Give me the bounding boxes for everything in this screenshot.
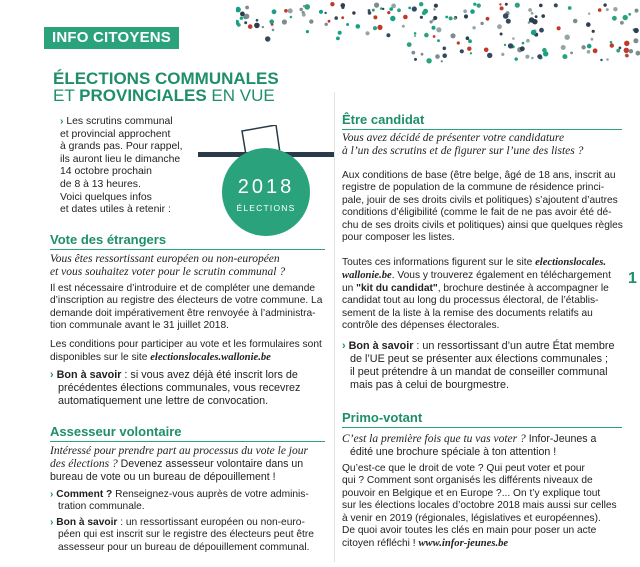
assesseur-question-line: Intéressé pour prendre part au processus du vote le jour [50, 445, 308, 457]
crowd-person [500, 6, 504, 10]
text-line: contrôle des dépenses électorales. [342, 320, 500, 332]
crowd-person [324, 12, 326, 14]
crowd-person [501, 53, 504, 56]
crowd-person [390, 16, 395, 21]
crowd-person [561, 45, 566, 50]
crowd-person [284, 9, 288, 13]
crowd-person [303, 5, 305, 7]
divider [50, 249, 325, 250]
text-line: Infor-Jeunes a [525, 433, 597, 445]
intro-line: Voici quelques infos [60, 191, 152, 203]
crowd-person [512, 37, 515, 40]
crowd-person [442, 53, 447, 58]
bullet-icon: › [342, 340, 349, 352]
section-tag [44, 27, 179, 49]
crowd-person [620, 21, 624, 25]
candidat-question-line: Vous avez décidé de présenter votre candidature [342, 132, 565, 144]
candidat-bon-a-savoir [342, 340, 627, 392]
elections-badge [222, 148, 310, 236]
crowd-person [592, 30, 595, 33]
text-line: disponibles sur le site [50, 352, 151, 364]
crowd-person [613, 7, 617, 11]
crowd-person [319, 10, 323, 14]
crowd-person [467, 47, 471, 51]
crowd-person [633, 38, 638, 43]
crowd-person [468, 39, 472, 43]
assesseur-intro [50, 445, 335, 484]
text-line: édité une brochure spéciale à ton attention ! [350, 446, 557, 459]
text-line: : un ressortissant d’un autre État membre [413, 340, 615, 352]
crowd-person [368, 9, 371, 12]
intro-line: ils auront lieu le dimanche [60, 153, 181, 165]
candidat-paragraph-2 [342, 256, 627, 332]
crowd-person [437, 39, 440, 42]
crowd-person [421, 53, 424, 56]
text-line: registre de population de la commune de résidence princi- [342, 182, 605, 194]
crowd-person [282, 19, 287, 24]
crowd-person [449, 16, 453, 20]
candidat-question [342, 132, 627, 158]
crowd-person [457, 41, 460, 44]
crowd-person [573, 19, 578, 24]
heading-primo-votant: Primo-votant [342, 410, 423, 425]
crowd-person [306, 30, 309, 33]
text-line: Il est nécessaire d’introduire et de compléter une demande [50, 283, 316, 294]
crowd-person [434, 4, 438, 8]
crowd-person [586, 22, 591, 27]
badge-year: 2018 [237, 176, 295, 198]
badge-label: ÉLECTIONS [236, 203, 296, 213]
crowd-person [588, 13, 590, 15]
crowd-person [568, 6, 572, 10]
crowd-person [372, 9, 375, 12]
intro-line: Les scrutins communal [66, 116, 173, 127]
crowd-person [565, 35, 570, 40]
vote-paragraph-1 [50, 283, 335, 333]
crowd-person [539, 28, 544, 33]
heading-vote-etrangers: Vote des étrangers [50, 232, 167, 247]
crowd-person [480, 22, 483, 25]
crowd-person [464, 14, 468, 18]
crowd-person [506, 19, 511, 24]
crowd-person [616, 49, 620, 53]
text-line: Renseignez-vous auprès de votre adminis- [112, 489, 309, 500]
crowd-person [450, 33, 455, 38]
crowd-person [515, 3, 520, 8]
assesseur-bon-a-savoir [50, 517, 335, 554]
crowd-person [373, 26, 377, 30]
intro-line: à grands pas. Pour rappel, [60, 141, 183, 153]
crowd-person [508, 43, 513, 48]
infor-jeunes-link[interactable]: www.infor-jeunes.be [418, 538, 509, 550]
crowd-person [445, 16, 448, 19]
text-line: bureau de vote ou un bureau de dépouillement ! [50, 471, 276, 484]
crowd-person [472, 26, 475, 29]
crowd-person [557, 26, 561, 30]
tag-part1: INFO [52, 29, 93, 46]
crowd-person [623, 15, 628, 20]
crowd-person [414, 58, 417, 61]
crowd-person [272, 9, 277, 14]
crowd-person [497, 24, 502, 29]
crowd-person [271, 23, 274, 26]
text-line: De quoi avoir toutes les clés en main pour poser un acte [342, 525, 597, 537]
crowd-person [454, 17, 457, 20]
crowd-person [352, 11, 355, 14]
candidat-paragraph-1 [342, 170, 627, 244]
crowd-person [325, 23, 328, 26]
crowd-person [528, 8, 532, 12]
crowd-person [330, 2, 334, 6]
crowd-person [531, 30, 536, 35]
crowd-person [386, 33, 390, 37]
bullet-icon: › [50, 517, 57, 528]
intro-line: et dates utiles à retenir : [60, 204, 171, 216]
elections-website-link[interactable]: electionslocales.wallonie.be [150, 352, 271, 364]
candidat-website-link[interactable]: electionslocales. [535, 257, 606, 268]
crowd-person [397, 8, 401, 12]
crowd-person [531, 12, 534, 15]
crowd-person [537, 54, 542, 59]
heading-etre-candidat: Être candidat [342, 112, 425, 127]
crowd-person [570, 52, 573, 55]
divider [50, 441, 325, 442]
text-line: Toutes ces informations figurent sur le site [342, 257, 536, 268]
crowd-person [373, 15, 377, 19]
crowd-person [612, 16, 617, 21]
text-line: Aux conditions de base (être belge, âgé de 18 ans, inscrit au [342, 170, 616, 181]
crowd-person [244, 14, 249, 19]
crowd-person [272, 29, 275, 32]
crowd-person [341, 6, 344, 9]
text-line: Devenez assesseur volontaire dans un [117, 458, 304, 470]
crowd-person [387, 11, 390, 14]
crowd-person [635, 9, 639, 13]
intro-line: et provincial approchent [60, 128, 171, 140]
text-line: citoyen réfléchi ! [342, 538, 419, 550]
text-line: conditions d’éligibilité (comme le fait de ne pas avoir été dé- [342, 207, 612, 219]
crowd-person [499, 3, 501, 5]
crowd-person [470, 9, 475, 14]
text-line: candidat tout au long du processus électoral, de l’établis- [342, 295, 599, 307]
crowd-person [435, 54, 440, 59]
text-line: qui ? Comment sont organisés les différents niveaux de [342, 475, 593, 487]
bullet-label: Bon à savoir [56, 517, 118, 528]
crowd-person [600, 59, 602, 61]
candidat-website-link[interactable]: wallonie.be [342, 270, 392, 282]
crowd-person [300, 8, 303, 11]
crowd-person [422, 11, 426, 15]
crowd-person [526, 39, 530, 43]
crowd-person [411, 51, 415, 55]
text-line: , brochure destinée à accompagner le [437, 282, 609, 294]
text-line: sur les élections locales d’octobre 2018 mais aussi sur celles [342, 500, 617, 512]
crowd-person [500, 33, 503, 36]
intro-bullet: › [60, 116, 67, 127]
crowd-person [486, 17, 490, 21]
crowd-person [288, 8, 293, 13]
text-line: . Vous y trouverez également en téléchargement [391, 270, 611, 282]
crowd-person [441, 60, 443, 62]
heading-assesseur: Assesseur volontaire [50, 424, 182, 439]
candidat-question-line: à l’un des scrutins et de figurer sur l’une des listes ? [342, 145, 584, 157]
crowd-person [539, 4, 543, 8]
primo-intro [342, 433, 627, 459]
column-divider [334, 92, 335, 562]
title-line2c: EN VUE [206, 86, 275, 105]
crowd-person [463, 9, 467, 13]
text-line: péen qui est inscrit sur le registre des électeurs peut être [58, 529, 314, 541]
crowd-person [302, 13, 306, 17]
crowd-person [487, 53, 492, 58]
crowd-person [460, 49, 464, 53]
crowd-person [515, 57, 518, 60]
crowd-person [542, 48, 547, 53]
crowd-person [419, 2, 423, 6]
crowd-person [245, 6, 249, 10]
crowd-person [606, 58, 609, 61]
crowd-person [336, 37, 340, 41]
crowd-person [531, 57, 534, 60]
crowd-person [412, 6, 417, 11]
crowd-person [598, 8, 602, 12]
assesseur-question-line: des élections ? [50, 458, 118, 470]
text-line: chu de ses droits civils et politiques) ainsi que quelques règles [342, 219, 623, 231]
crowd-person [610, 41, 613, 44]
vote-question-line: Vous êtes ressortissant européen ou non-européen [50, 253, 280, 265]
text-line: un [342, 282, 357, 294]
crowd-person [254, 23, 260, 29]
crowd-person [503, 13, 509, 19]
text-line: pouvoir en Belgique et en Europe ?... On t’y explique tout [342, 487, 601, 499]
crowd-person [525, 55, 529, 59]
crowd-person [554, 3, 558, 7]
assesseur-comment [50, 489, 335, 514]
title-line2b: PROVINCIALES [79, 86, 207, 105]
text-line: précédentes élections communales, vous recevrez [58, 382, 301, 394]
crowd-person [402, 25, 405, 28]
bullet-icon: › [50, 369, 57, 381]
crowd-person [535, 15, 538, 18]
crowd-person [414, 35, 416, 37]
crowd-person [624, 48, 629, 53]
crowd-person [562, 54, 567, 59]
crowd-person [587, 50, 591, 54]
text-line: : si vous avez déjà été inscrit lors de [121, 369, 298, 381]
crowd-person [634, 28, 639, 33]
text-line: d’inscription au registre des électeurs de votre commune. La [50, 295, 323, 307]
crowd-person [619, 47, 622, 50]
crowd-person [436, 27, 441, 32]
text-line: de l’UE peut se présenter aux élections communales ; [350, 353, 609, 365]
vote-bon-a-savoir [50, 369, 335, 408]
crowd-person [240, 17, 243, 20]
bullet-label: Comment ? [56, 489, 113, 500]
crowd-person [407, 42, 412, 47]
crowd-person [541, 14, 545, 18]
page-title [53, 70, 303, 104]
crowd-illustration [236, 0, 640, 64]
crowd-person [470, 52, 472, 54]
primo-paragraph [342, 463, 627, 551]
intro-text [60, 116, 220, 217]
text-line: pale, jouir de ses droits civils et politiques) s’ajoutent d’autres [342, 194, 618, 206]
crowd-person [403, 15, 408, 20]
vote-paragraph-2 [50, 339, 335, 365]
crowd-person [629, 49, 633, 53]
vote-question-line: et vous souhaitez voter pour le scrutin communal ? [50, 266, 286, 278]
page-edge-number: 1 [628, 270, 637, 287]
text-line: sement de la liste à la remise des documents relatifs au [342, 307, 593, 319]
crowd-person [591, 38, 594, 41]
crowd-person [504, 44, 506, 46]
title-line1: ÉLECTIONS COMMUNALES [53, 69, 279, 88]
crowd-person [304, 4, 310, 10]
crowd-person [338, 31, 342, 35]
text-line: automatiquement une lettre de convocation. [58, 395, 269, 407]
divider [342, 427, 622, 428]
crowd-person [603, 3, 606, 6]
divider [342, 129, 622, 130]
crowd-person [262, 26, 264, 28]
intro-line: 14 octobre prochain [60, 166, 152, 178]
text-line: pour composer les listes. [342, 232, 455, 244]
crowd-person [424, 33, 429, 38]
crowd-person [628, 13, 631, 16]
crowd-person [626, 54, 629, 57]
crowd-person [377, 25, 382, 30]
crowd-person [433, 8, 435, 10]
text-line: tration communale. [58, 501, 145, 513]
bullet-icon: › [50, 489, 57, 500]
crowd-person [420, 16, 423, 19]
text-line: demande doit impérativement être renvoyée à l’administra- [50, 307, 316, 319]
crowd-person [593, 48, 598, 53]
crowd-person [433, 35, 436, 38]
text-line: il peut prétendre à un mandat de conseiller communal [350, 366, 608, 378]
crowd-person [382, 8, 384, 10]
crowd-person [484, 48, 489, 53]
intro-line: de 8 à 13 heures. [60, 178, 141, 190]
kit-candidat: "kit du candidat" [356, 282, 438, 294]
crowd-person [341, 16, 344, 19]
crowd-person [522, 42, 525, 45]
text-line: assesseur pour un bureau de dépouillement communal. [58, 541, 310, 553]
crowd-person [256, 19, 259, 22]
crowd-person [389, 7, 393, 11]
crowd-person [426, 58, 431, 63]
text-line: Qu’est-ce que le droit de vote ? Qui peut voter et pour [342, 463, 585, 474]
crowd-person [346, 23, 349, 26]
crowd-person [520, 46, 525, 51]
text-line: à venir en 2019 (régionales, législatives et européennes). [342, 512, 601, 524]
bullet-label: Bon à savoir [56, 369, 122, 381]
crowd-person [290, 16, 293, 19]
crowd-person [477, 3, 481, 7]
crowd-person [610, 43, 614, 47]
crowd-person [309, 19, 313, 23]
crowd-person [473, 3, 476, 6]
bullet-label: Bon à savoir [348, 340, 414, 352]
title-line2a: ET [53, 86, 80, 105]
crowd-person [433, 16, 437, 20]
crowd-person [374, 3, 379, 8]
crowd-person [624, 41, 629, 46]
crowd-person [606, 8, 609, 11]
crowd-person [244, 21, 247, 24]
crowd-person [365, 31, 369, 35]
crowd-person [408, 7, 411, 10]
text-line: mais pas à celui de bourgmestre. [350, 379, 510, 391]
crowd-person [265, 36, 270, 41]
crowd-person [581, 45, 585, 49]
text-line: tion communale avant le 31 juillet 2018. [50, 320, 229, 332]
crowd-person [356, 24, 361, 29]
text-line: : un ressortissant européen ou non-euro- [117, 517, 305, 528]
text-line: Les conditions pour participer au vote et les formulaires sont [50, 339, 322, 350]
crowd-person [587, 44, 592, 49]
primo-question: C’est la première fois que tu vas voter ? [342, 433, 526, 445]
vote-question [50, 253, 335, 279]
crowd-person [466, 36, 470, 40]
crowd-person [505, 3, 508, 6]
crowd-person [432, 26, 436, 30]
crowd-person [414, 32, 417, 35]
crowd-person [529, 17, 534, 22]
crowd-person [240, 12, 245, 17]
crowd-person [334, 16, 338, 20]
crowd-person [443, 47, 447, 51]
crowd-person [328, 20, 331, 23]
crowd-person [248, 24, 253, 29]
tag-part2: CITOYENS [93, 29, 172, 46]
